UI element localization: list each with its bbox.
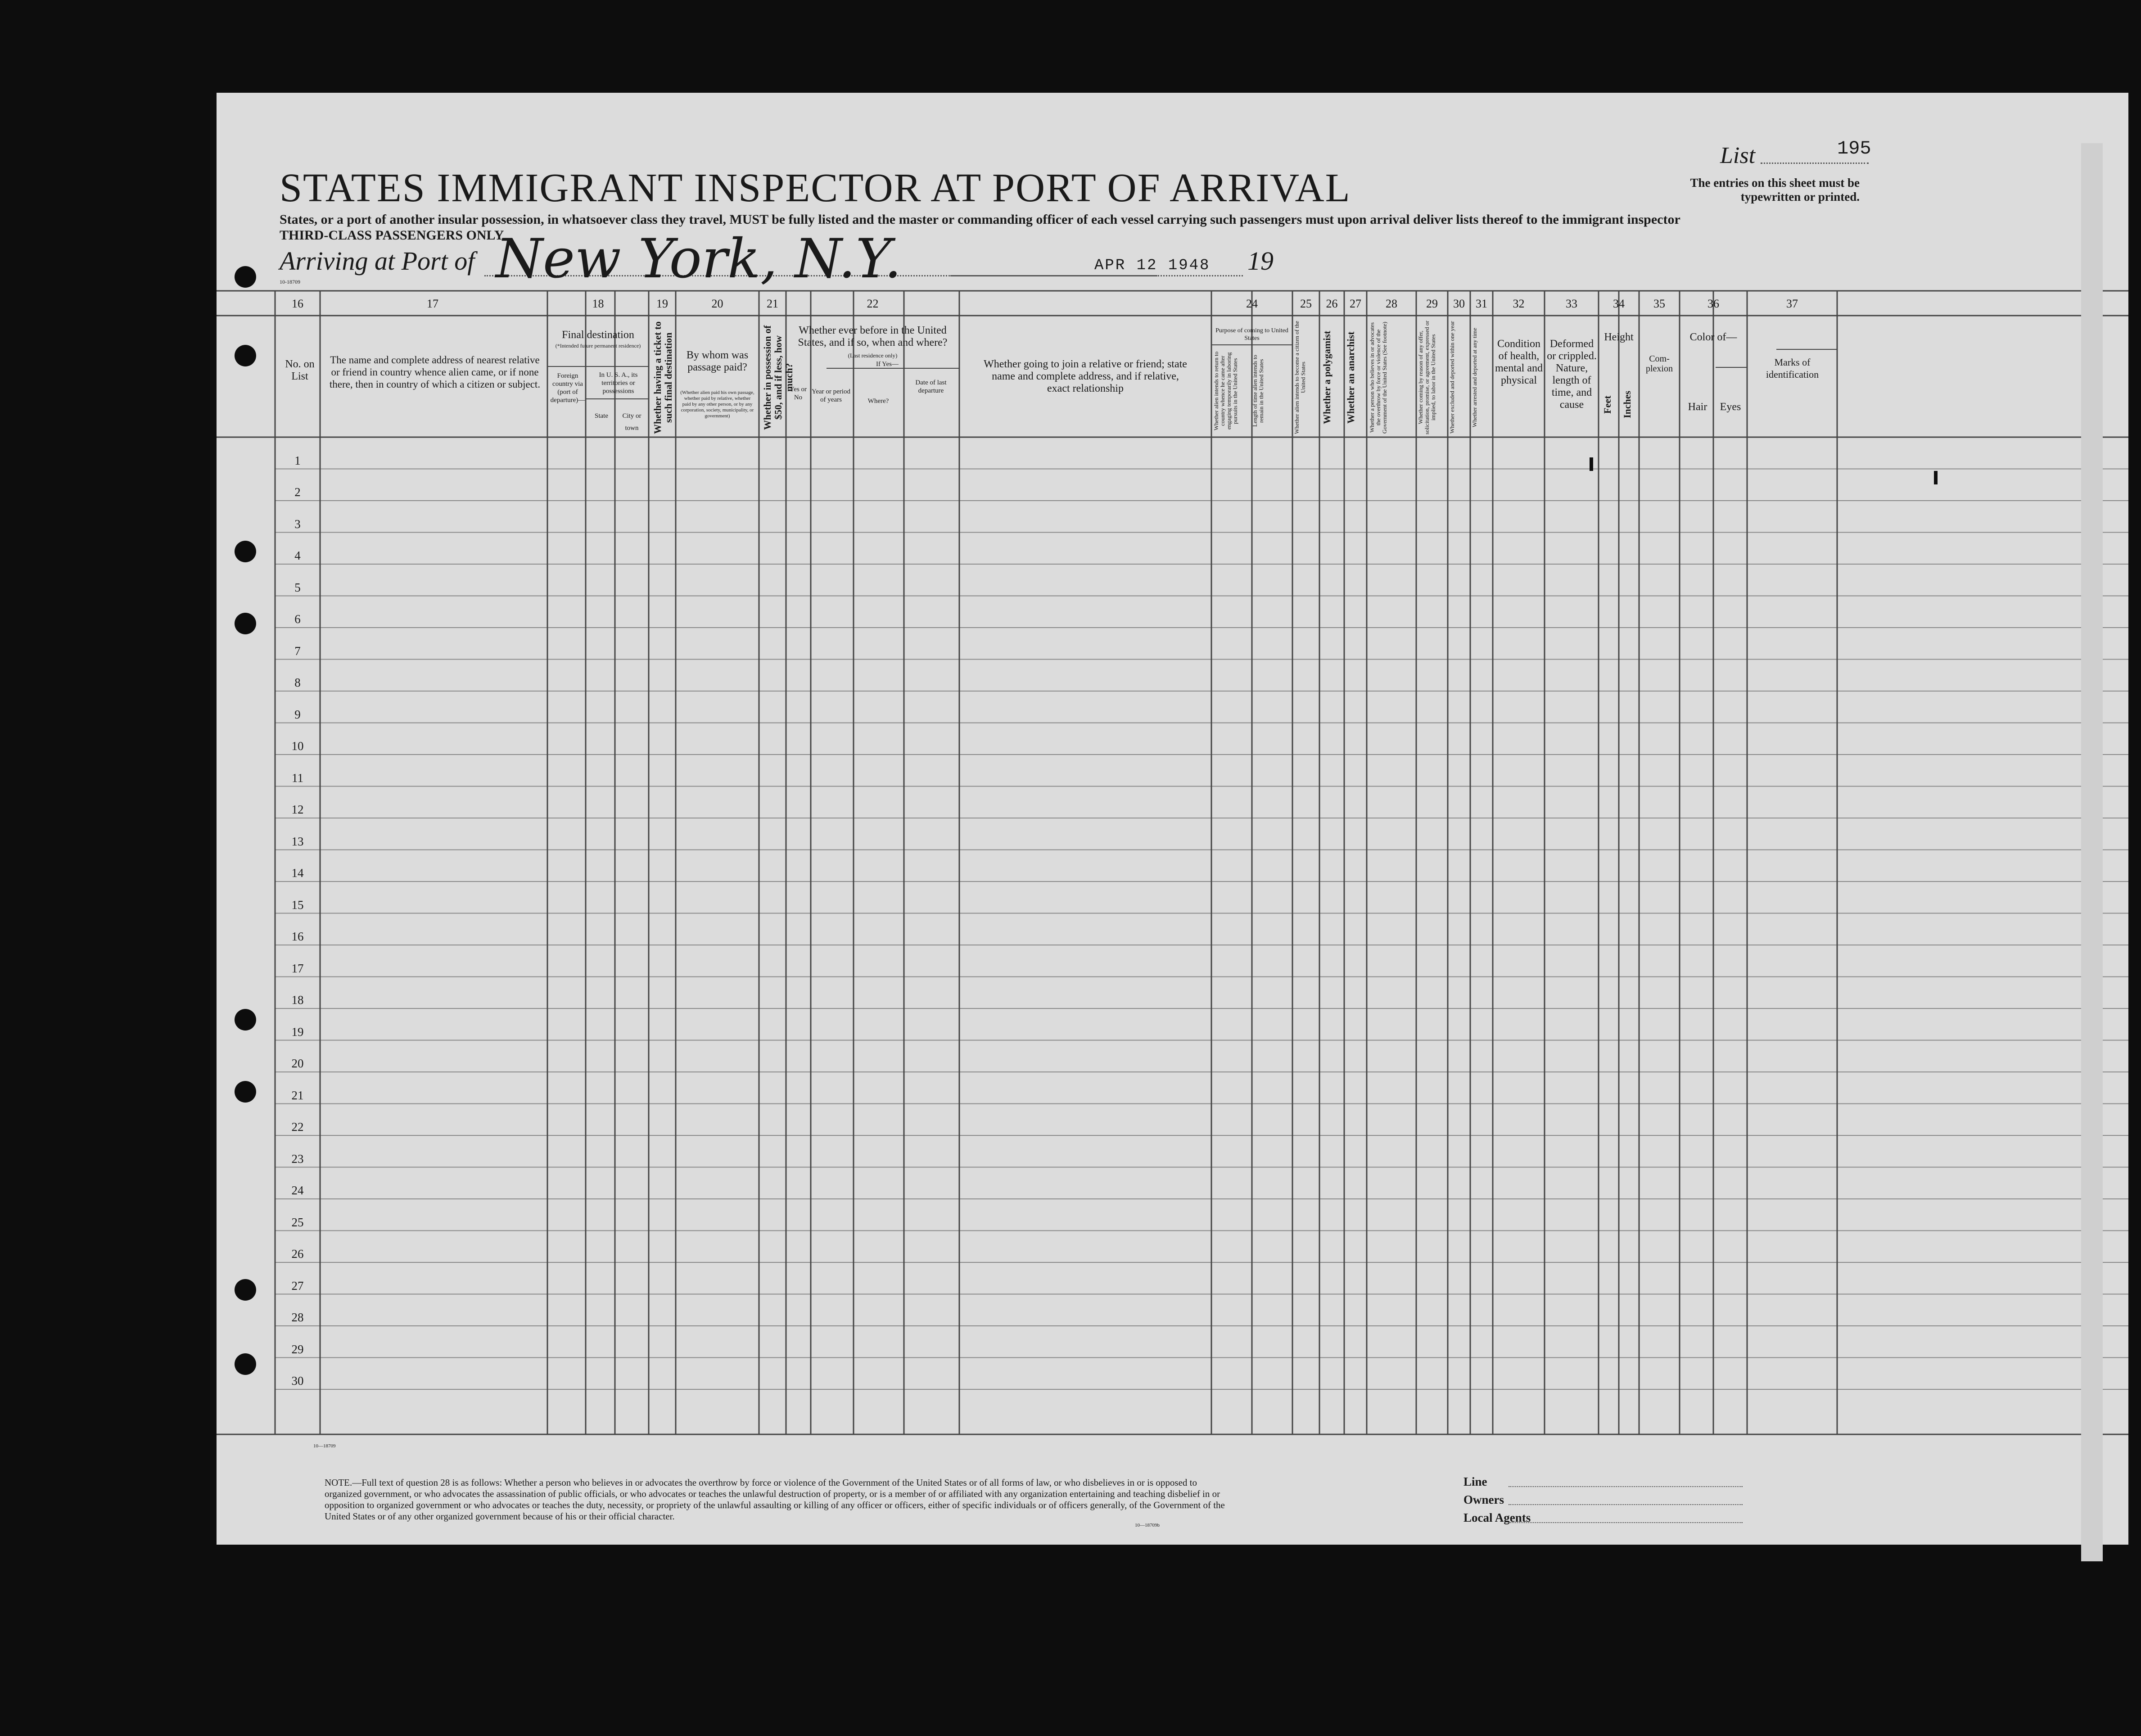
row-number: 17 [291,961,304,975]
adjacent-page-edge [2081,143,2103,1561]
col-20-num: 20 [711,297,723,310]
list-label: List [1720,143,1756,168]
col-28-label: Whether a person who believes in or advocates the overthrow by force or violence of the Government of the United States (See footnote) [1369,321,1388,434]
col-17-num: 17 [427,297,438,310]
punch-hole [235,1009,256,1031]
row-number: 7 [294,644,301,658]
col-19-num: 19 [656,297,668,310]
col-35-num: 35 [1653,297,1665,310]
punch-hole [235,1081,256,1103]
footer-line-label: Line [1463,1475,1487,1488]
col-18-usa: In U. S. A., its territories or possessions [599,371,638,395]
col-26-label: Whether a polygamist [1321,330,1332,425]
list-number: 195 [1837,138,1871,159]
row-number: 16 [291,930,304,943]
col-27-num: 27 [1350,297,1361,310]
row-number: 20 [291,1057,304,1070]
row-number: 29 [291,1342,304,1356]
col-27-label: Whether an anarchist [1345,331,1356,424]
col-34-num: 34 [1613,297,1625,310]
row-number: 6 [294,612,301,626]
col-22-date: Date of last departure [915,379,947,394]
col-36-eyes: Eyes [1720,401,1741,413]
page-title: STATES IMMIGRANT INSPECTOR AT PORT OF ARRIVAL [280,166,1351,210]
col-34-inches: Inches [1622,390,1633,419]
col-37-num: 37 [1786,297,1798,310]
col-18-state: State [595,412,608,420]
col-36-hair: Hair [1688,401,1707,413]
col-29-num: 29 [1426,297,1438,310]
punch-hole [235,541,256,562]
col-31-num: 31 [1476,297,1487,310]
row-number: 26 [291,1247,304,1261]
col-29-label: Whether coming by reason of any offer, solicitation, promise, or agreement, expressed or implied, to labor in the United States [1417,321,1436,434]
footer-agents-rule [1509,1522,1743,1523]
row-number: 4 [294,549,301,562]
col-24-a: Whether alien intends to return to country whence he came after engaging temporarily in laboring pursuits in the United States [1213,351,1238,431]
row-number: 5 [294,580,301,594]
col-17-label: The name and complete address of nearest relative or friend in country whence alien came, or if none there, then in country of which a citizen or subject. [329,354,541,390]
row-number: 30 [291,1374,304,1388]
port-value: New York, N.Y. [496,228,902,290]
col-24-num: 24 [1246,297,1258,310]
col-32-num: 32 [1513,297,1525,310]
class-line: THIRD-CLASS PASSENGERS ONLY [280,228,504,243]
col-18-city: City or town [622,412,641,432]
row-number: 25 [291,1215,304,1229]
col-22-if-yes: If Yes— [876,361,899,368]
manifest-grid [217,93,2128,1545]
col-31-label: Whether arrested and deported at any time [1471,328,1478,427]
col-22-label: Whether ever before in the United States, and if so, when and where? [798,325,948,348]
col-36-num: 36 [1707,297,1719,310]
col-22-sub: (Last residence only) [848,352,898,359]
col-21-num: 21 [767,297,778,310]
col-28-num: 28 [1386,297,1397,310]
punch-hole [235,1279,256,1301]
row-number: 9 [294,707,301,721]
col-22-yes-no: Yes or No [789,386,807,401]
row-number: 3 [294,517,301,531]
col-37-label: Marks of identification [1766,357,1819,380]
row-number: 24 [291,1184,304,1197]
col-30-num: 30 [1453,297,1465,310]
col-25-num: 25 [1300,297,1312,310]
col-32-label: Condition of health, mental and physical [1495,338,1543,386]
year-prefix: 19 [1247,246,1274,276]
col-18-label: Final destination [562,329,634,341]
col-20-label: By whom was passage paid? [686,349,749,373]
punch-hole [235,613,256,634]
col-18-foreign: Foreign country via (port of departure)— [550,372,585,404]
col-22-where: Where? [867,398,889,405]
col-22-period: Year or period of years [812,388,850,403]
speck [1934,471,1938,484]
entries-note: The entries on this sheet must be typewritten or printed. [1690,176,1860,203]
row-number: 28 [291,1311,304,1324]
footer-line-rule [1509,1486,1743,1487]
instruction-text: States, or a port of another insular possession, in whatsoever class they travel, MUST be fully listed and the master or commanding officer of each vessel carrying such passengers must upon arrival deliver lists thereof to the immigrant inspector [280,212,1680,227]
col-25-label: Whether alien intends to become a citizen of the United States [1293,321,1306,434]
row-number: 22 [291,1120,304,1134]
col-19-label: Whether having a ticket to such final destination [652,321,674,434]
row-number: 21 [291,1088,304,1102]
col-22-num: 22 [867,297,879,310]
col-16-num: 16 [292,297,303,310]
footer-agents-label: Local Agents [1463,1511,1531,1524]
row-number: 19 [291,1025,304,1039]
col-34-feet: Feet [1602,395,1613,414]
col-30-label: Whether excluded and deported within one year [1449,321,1455,434]
footnote: NOTE.—Full text of question 28 is as follows: Whether a person who believes in or advocates the overthrow by force or violence of the Government of the United States or of all forms of law, or who disbelieves in or is opposed to organized government, or who advocates the assassination of public officials, or who advocates or teaches the unlawful destruction of property, or is a member of or affiliated with any organization entertaining and teaching disbelief in or opposition to organized government or who advocates or teaches the duty, necessity, or propriety of the unlawful assaulting or killing of any officer or officers, either of specific individuals or of officers generally, of the Government of the United States or of any other organized government because of his or their official character. [325,1477,1225,1522]
row-number: 14 [291,866,304,880]
punch-hole [235,1353,256,1375]
col-24-label: Purpose of coming to United States [1215,327,1288,342]
col-33-num: 33 [1566,297,1577,310]
col-24-b: Length of time alien intends to remain in the United States [1251,355,1265,427]
col-26-num: 26 [1326,297,1338,310]
col-34-label: Height [1604,331,1634,343]
col-16-label: No. on List [285,358,315,382]
row-number: 8 [294,676,301,689]
row-number: 10 [291,739,304,753]
footer-owners-label: Owners [1463,1493,1504,1506]
footnote-code: 10—18709b [1135,1523,1160,1528]
col-18-sub: (*Intended future permanent residence) [555,343,641,349]
row-number: 27 [291,1279,304,1293]
manifest-sheet [217,93,2128,1545]
form-code: 10-18709 [280,279,300,285]
row-number: 18 [291,993,304,1007]
row-number: 12 [291,803,304,816]
footer-owners-rule [1509,1504,1743,1505]
col-18-num: 18 [592,297,604,310]
col-35-label: Com-plexion [1646,354,1673,374]
punch-hole [235,345,256,366]
bottom-form-code: 10—18709 [313,1443,336,1449]
row-number: 23 [291,1152,304,1166]
row-number: 15 [291,898,304,912]
col-21-label: Whether in possession of $50, and if less, how much? [762,325,795,430]
row-number: 2 [294,485,301,499]
row-number: 11 [292,771,303,785]
arriving-label: Arriving at Port of [280,246,475,276]
row-number: 13 [291,834,304,848]
punch-hole [235,266,256,288]
col-20-sub: (Whether alien paid his own passage, whether paid by relative, whether paid by any other person, or by any corporation, society, municipality, or government) [680,390,754,419]
speck [1590,457,1593,471]
row-number: 1 [294,453,301,467]
date-stamp: APR 12 1948 [1094,257,1211,274]
col-33-label: Deformed or crippled. Nature, length of time, and cause [1547,338,1597,411]
col-23-label: Whether going to join a relative or friend; state name and complete address, and if relative, exact relationship [984,358,1187,394]
col-36-label: Color of— [1689,331,1737,343]
